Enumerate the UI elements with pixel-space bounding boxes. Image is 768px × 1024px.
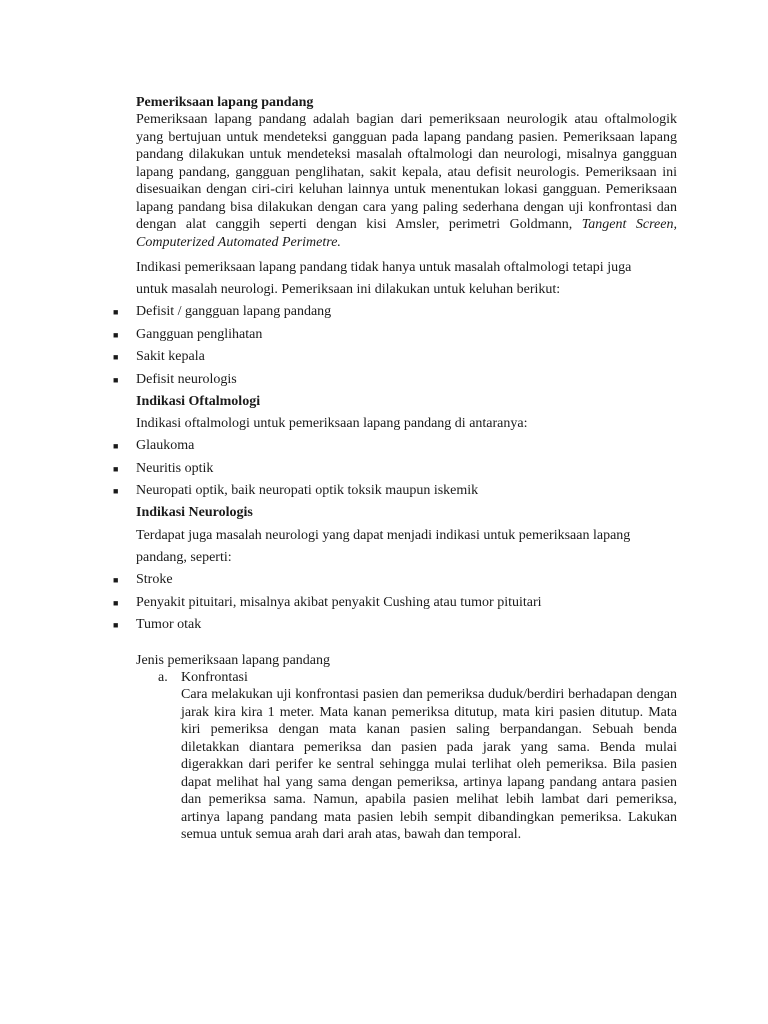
bullet-icon: ■: [113, 620, 119, 630]
jenis-item-marker: a.: [158, 670, 168, 685]
bullet-icon: ■: [113, 352, 119, 362]
jenis-heading: Jenis pemeriksaan lapang pandang: [136, 653, 330, 668]
list-item: Penyakit pituitari, misalnya akibat penyakit Cushing atau tumor pituitari: [136, 595, 542, 610]
oftalmologi-heading: Indikasi Oftalmologi: [136, 394, 261, 409]
indikasi-line-2: untuk masalah neurologi. Pemeriksaan ini dilakukan untuk keluhan berikut:: [136, 282, 561, 297]
neurologis-intro-line-1: Terdapat juga masalah neurologi yang dapat menjadi indikasi untuk pemeriksaan lapang: [136, 528, 631, 543]
bullet-icon: ■: [113, 486, 119, 496]
bullet-icon: ■: [113, 464, 119, 474]
list-item: Glaukoma: [136, 438, 195, 453]
list-item: Neuropati optik, baik neuropati optik toksik maupun iskemik: [136, 483, 479, 498]
neurologis-heading: Indikasi Neurologis: [136, 505, 253, 520]
bullet-icon: ■: [113, 575, 119, 585]
bullet-icon: ■: [113, 307, 119, 317]
list-item: Defisit / gangguan lapang pandang: [136, 304, 332, 319]
section-title: Pemeriksaan lapang pandang: [136, 95, 314, 110]
jenis-item-title: Konfrontasi: [181, 670, 248, 685]
list-item: Stroke: [136, 572, 173, 587]
intro-paragraph: [136, 111, 677, 251]
intro-paragraph-italic: Tangent Screen, Computerized Automated Perimetre.: [136, 217, 677, 250]
bullet-icon: ■: [113, 330, 119, 340]
intro-paragraph-text: Pemeriksaan lapang pandang adalah bagian dari pemeriksaan neurologik atau oftalmologik yang bertujuan untuk mendeteksi gangguan pada lapang pandang pasien. Pemeriksaan lapang pandang dilakukan untuk mendeteksi masalah oftalmologi dan neurologi, misalnya gangguan lapang pandang, gangguan penglihatan, sakit kepala, atau defisit neurologis. Pemeriksaan ini disesuaikan dengan ciri-ciri keluhan lainnya untuk menentukan lokasi gangguan. Pemeriksaan lapang pandang bisa dilakukan dengan cara yang paling sederhana dengan uji konfrontasi dan dengan alat canggih seperti dengan kisi Amsler, perimetri Goldmann,: [136, 112, 677, 232]
list-item: Sakit kepala: [136, 349, 205, 364]
list-item: Defisit neurologis: [136, 372, 237, 387]
list-item: Tumor otak: [136, 617, 202, 632]
bullet-icon: ■: [113, 598, 119, 608]
bullet-icon: ■: [113, 441, 119, 451]
list-item: Gangguan penglihatan: [136, 327, 263, 342]
jenis-item-paragraph: Cara melakukan uji konfrontasi pasien dan pemeriksa duduk/berdiri berhadapan dengan jarak kira kira 1 meter. Mata kanan pemeriksa ditutup, mata kiri pasien ditutup. Mata kiri pemeriksa dengan mata kanan pasien saling berpandangan. Sebuah benda diletakkan diantara pemeriksa dan pasien pada jarak yang sama. Benda mulai digerakkan dari perifer ke sentral sehingga mulai terlihat oleh pemeriksa. Bila pasien dapat melihat hal yang sama dengan pemeriksa, artinya lapang pandang antara pasien dan pemeriksa sama. Namun, apabila pasien melihat lebih lambat dari pemeriksa, artinya lapang pandang mata pasien lebih sempit dibandingkan pemeriksa. Lakukan semua untuk semua arah dari arah atas, bawah dan temporal.: [181, 687, 677, 842]
oftalmologi-intro: Indikasi oftalmologi untuk pemeriksaan lapang pandang di antaranya:: [136, 416, 528, 431]
list-item: Neuritis optik: [136, 461, 214, 476]
indikasi-line-1: Indikasi pemeriksaan lapang pandang tidak hanya untuk masalah oftalmologi tetapi juga: [136, 260, 632, 275]
bullet-icon: ■: [113, 375, 119, 385]
neurologis-intro-line-2: pandang, seperti:: [136, 550, 232, 565]
